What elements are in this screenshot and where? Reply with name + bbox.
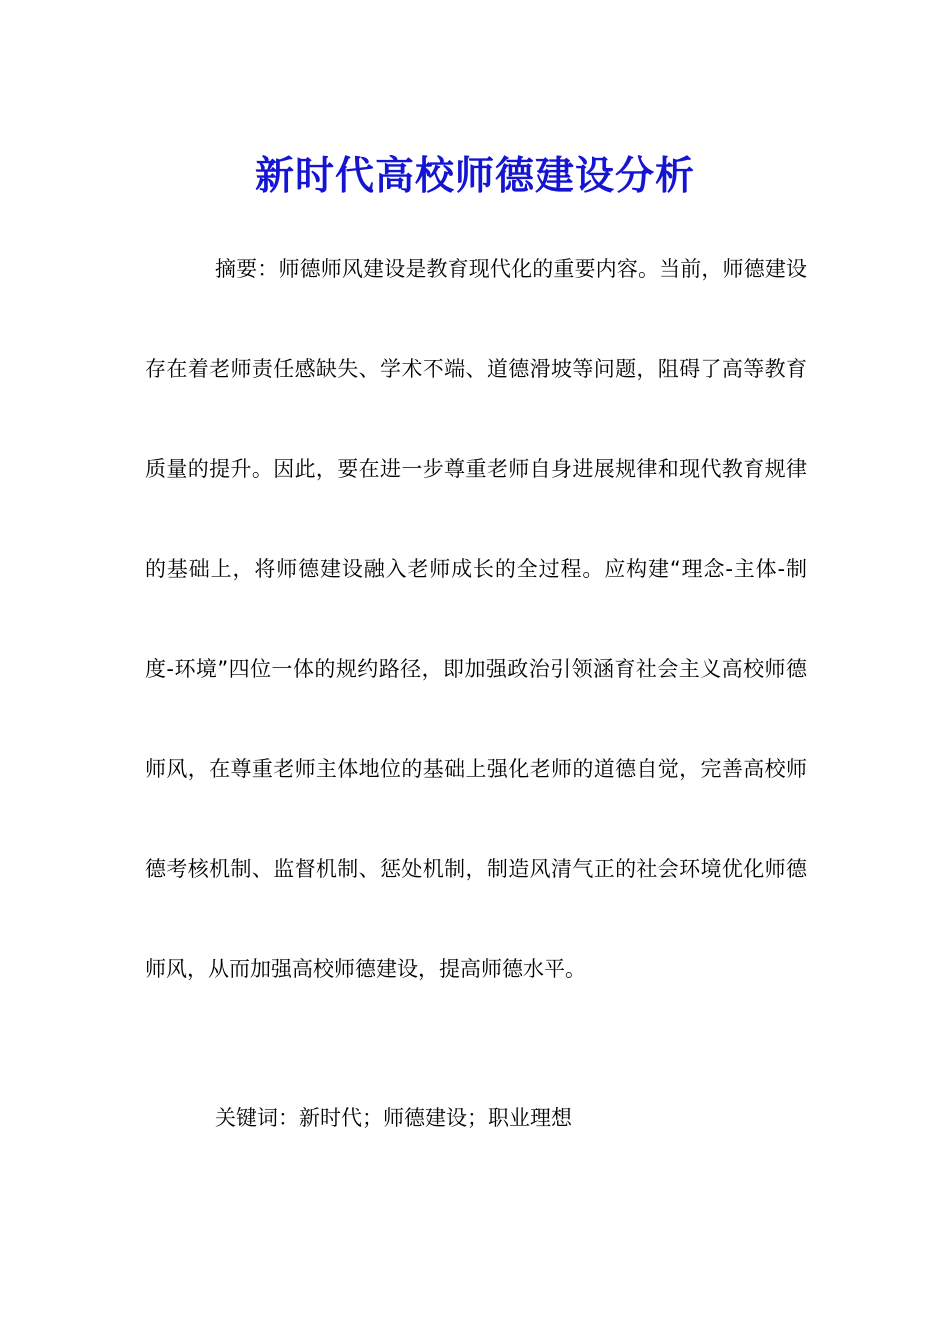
abstract-paragraph: 摘要：师德师风建设是教育现代化的重要内容。当前，师德建设存在着老师责任感缺失、学术不端、道德滑坡等问题，阻碍了高等教育质量的提升。因此，要在进一步尊重老师自身进展规律和现代教育规律的基础上，将师德建设融入老师成长的全过程。应构建“理念-主体-制度-环境”四位一体的规约路径，即加强政治引领涵育社会主义高校师德师风，在尊重老师主体地位的基础上强化老师的道德自觉，完善高校师德考核机制、监督机制、惩处机制，制造风清气正的社会环境优化师德师风，从而加强高校师德建设，提高师德水平。 — [145, 257, 807, 981]
document-title: 新时代高校师德建设分析 — [254, 153, 695, 200]
keywords-line: 关键词：新时代；师德建设；职业理想 — [215, 1106, 572, 1130]
